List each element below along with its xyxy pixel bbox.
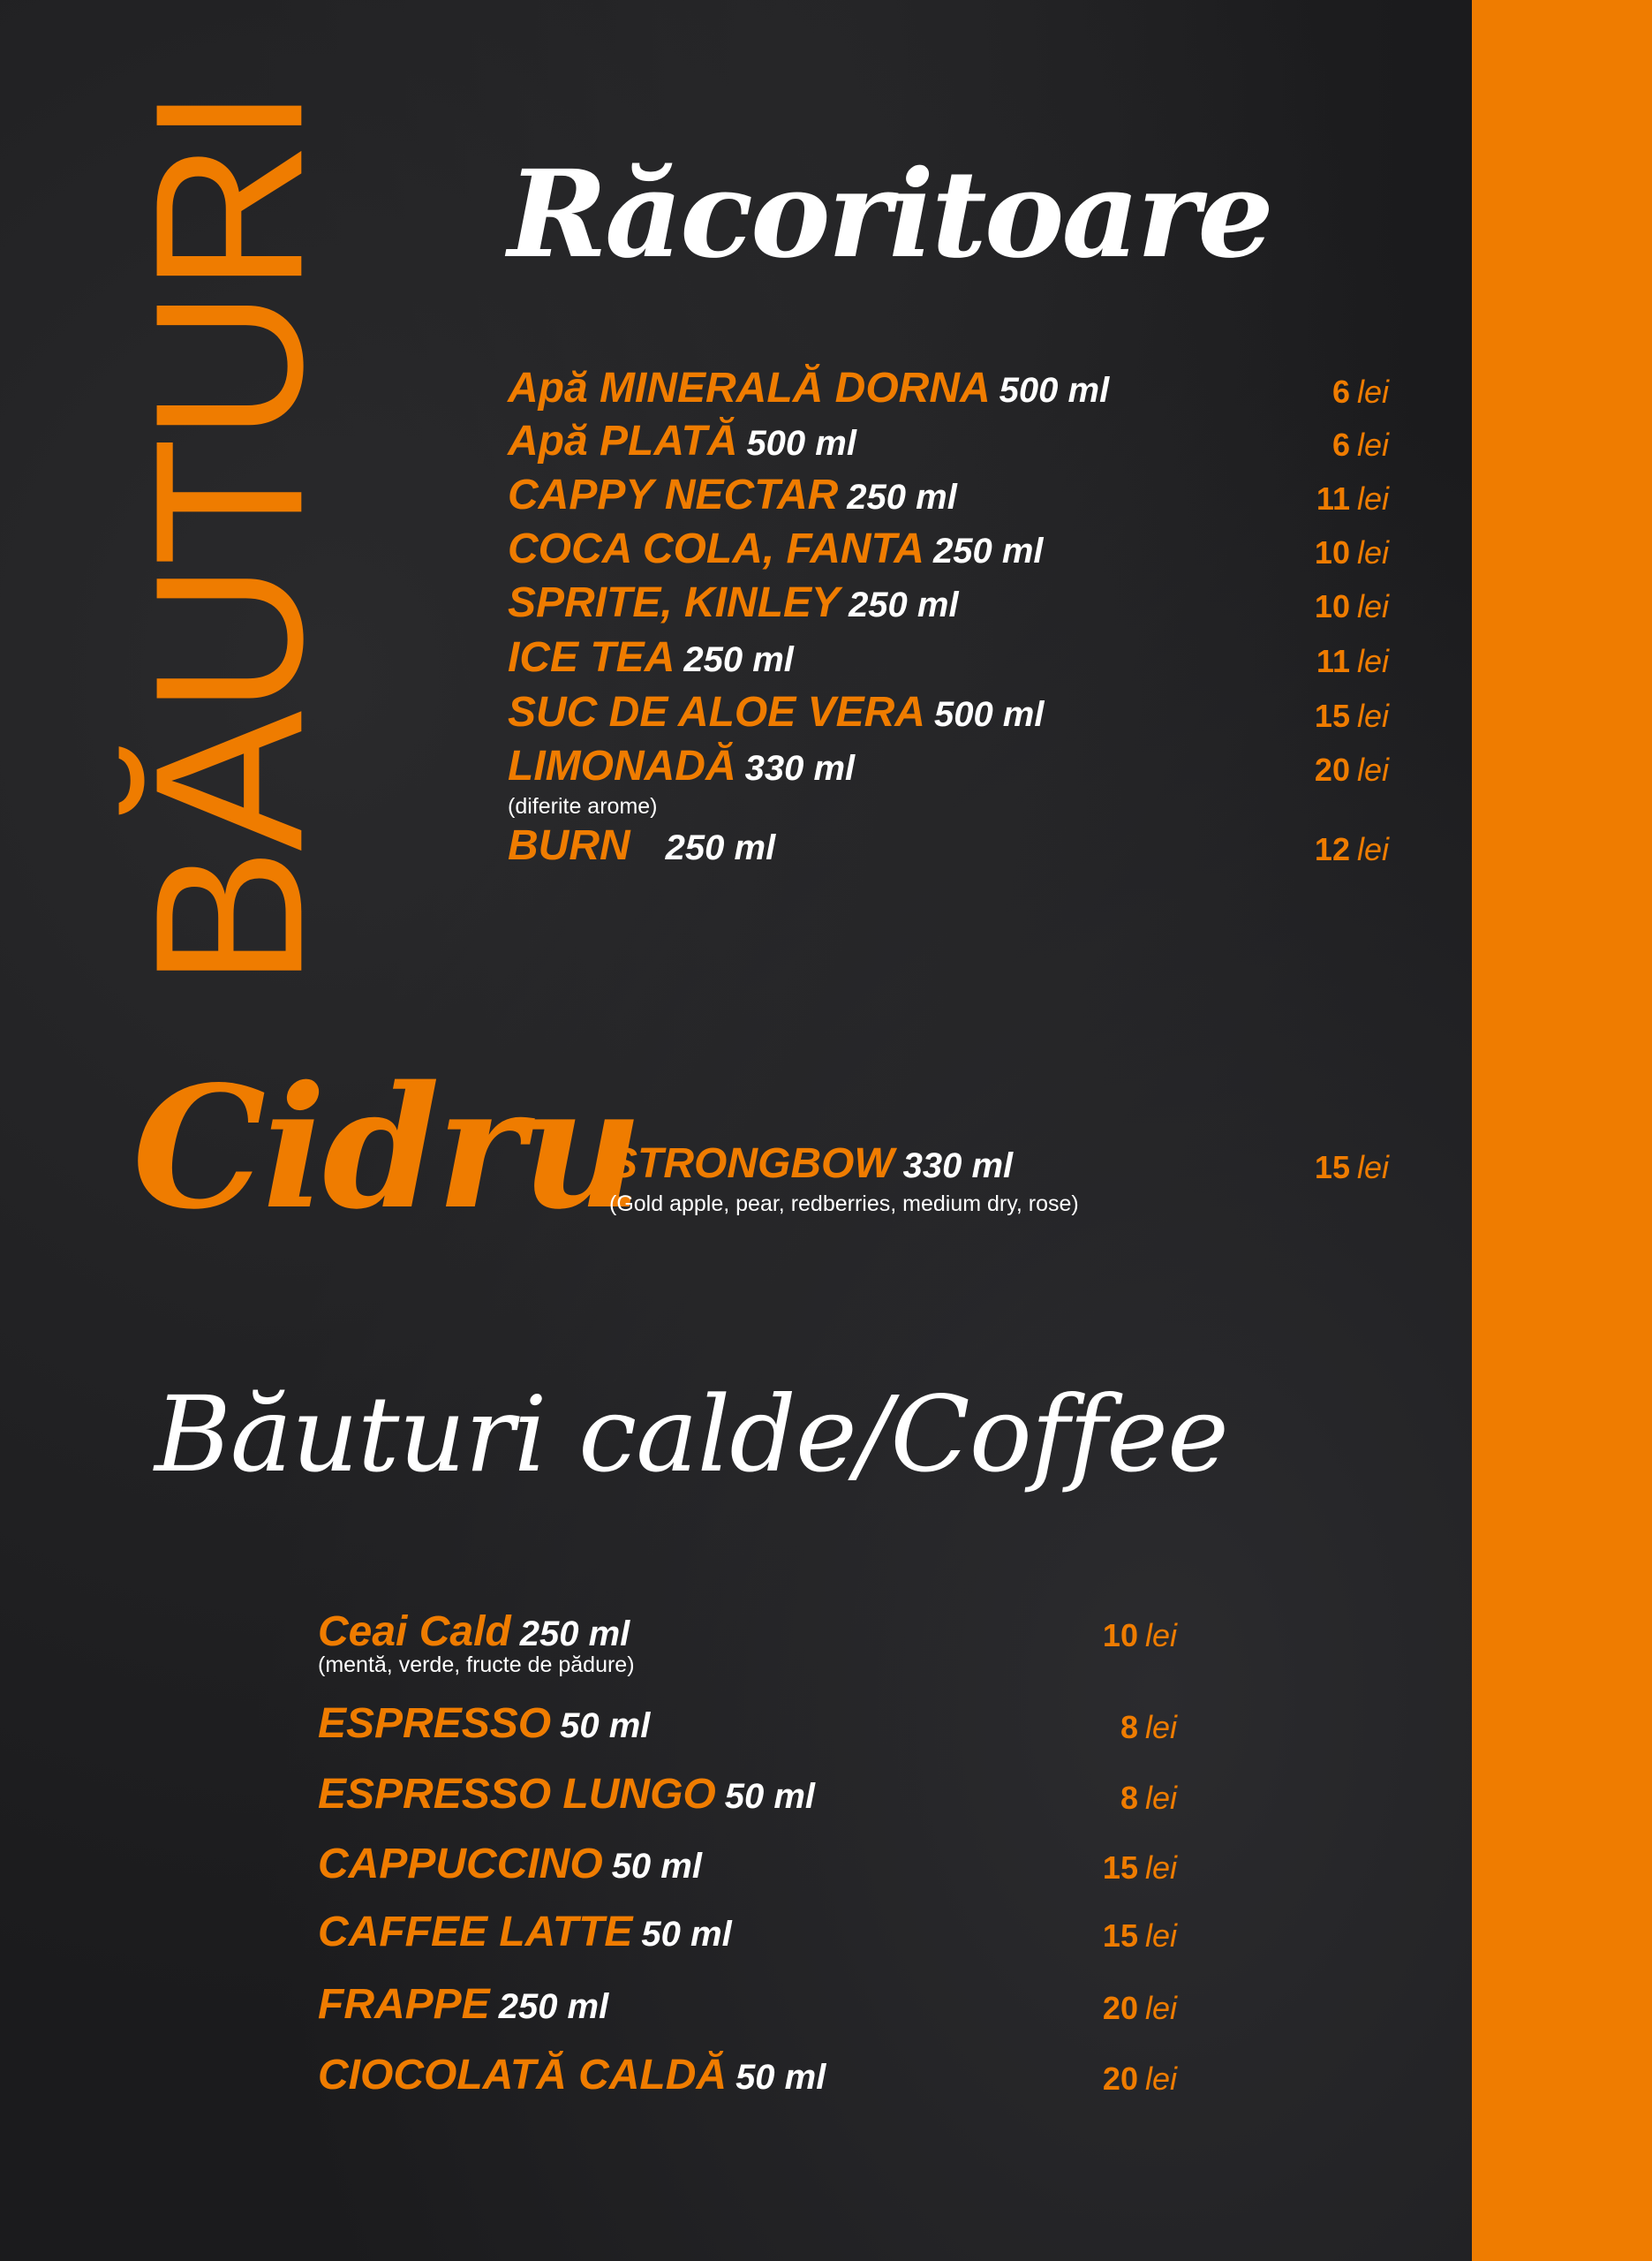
item-name: CAPPUCCINO (318, 1841, 603, 1887)
item-price: 12 lei (1314, 831, 1389, 867)
section-title-racoritoare: Răcoritoare (508, 144, 1271, 285)
menu-item (318, 1838, 1177, 1891)
menu-item (318, 1978, 1177, 2031)
item-note: (mentă, verde, fructe de pădure) (318, 1652, 635, 1677)
menu-item (508, 469, 1389, 522)
item-price: 10 lei (1314, 588, 1389, 624)
menu-item (508, 740, 1389, 793)
item-price: 6 lei (1331, 374, 1389, 410)
menu-item (318, 2049, 1177, 2102)
menu-item (508, 523, 1389, 576)
item-qty: 250 ml (519, 1614, 630, 1653)
menu-item (508, 362, 1389, 415)
item-name: BURN (508, 822, 630, 869)
menu-item (508, 686, 1389, 739)
item-qty: 50 ml (735, 2058, 826, 2097)
item-price: 15 lei (1314, 1149, 1389, 1185)
item-price: 20 lei (1314, 752, 1389, 788)
menu-item (508, 415, 1389, 468)
item-qty: 50 ml (724, 1777, 816, 1816)
item-price: 10 lei (1102, 1617, 1177, 1653)
item-name: CIOCOLATĂ CALDĂ (318, 2052, 728, 2098)
item-name: STRONGBOW (609, 1140, 894, 1187)
item-price: 15 lei (1102, 1917, 1177, 1954)
menu-item (609, 1138, 1389, 1191)
item-name: ICE TEA (508, 634, 675, 681)
item-qty: 250 ml (847, 478, 957, 517)
item-name: Ceai Cald (318, 1608, 511, 1655)
item-qty: 500 ml (746, 424, 856, 463)
item-name: Apă PLATĂ (508, 418, 738, 465)
item-price: 15 lei (1314, 698, 1389, 734)
vertical-title (112, 89, 346, 988)
item-note: (Gold apple, pear, redberries, medium dry, rose) (609, 1191, 1079, 1216)
item-name: FRAPPE (318, 1981, 490, 2028)
item-name: SUC DE ALOE VERA (508, 689, 925, 736)
item-note: (diferite arome) (508, 794, 658, 819)
item-name: LIMONADĂ (508, 743, 736, 790)
item-name: SPRITE, KINLEY (508, 579, 841, 626)
item-name: CAPPY NECTAR (508, 472, 839, 518)
item-qty: 250 ml (665, 828, 776, 867)
item-qty: 250 ml (849, 586, 959, 624)
item-price: 10 lei (1314, 534, 1389, 571)
item-qty: 500 ml (999, 371, 1110, 410)
menu-item (318, 1906, 1177, 1959)
item-price: 20 lei (1102, 1990, 1177, 2026)
item-qty: 330 ml (744, 749, 856, 788)
item-qty: 500 ml (933, 695, 1045, 734)
section-title-bauturi-calde: Băuturi calde/Coffee (155, 1373, 1228, 1495)
item-qty: 250 ml (498, 1987, 609, 2026)
item-qty: 50 ml (611, 1847, 702, 1886)
item-name: ESPRESSO (318, 1700, 552, 1747)
menu-item (508, 820, 1389, 873)
menu-item (318, 1698, 1177, 1751)
item-name: Apă MINERALĂ DORNA (508, 365, 991, 412)
menu-item (508, 577, 1389, 630)
item-name: ESPRESSO LUNGO (318, 1771, 716, 1818)
menu-item (508, 631, 1389, 684)
item-qty: 250 ml (683, 640, 794, 679)
section-title-cidru: Cidru (132, 1049, 640, 1246)
item-qty: 250 ml (932, 532, 1044, 571)
item-price: 15 lei (1102, 1849, 1177, 1886)
menu-item (318, 1606, 1177, 1659)
item-price: 20 lei (1102, 2061, 1177, 2097)
item-name: CAFFEE LATTE (318, 1909, 633, 1955)
item-price: 11 lei (1316, 643, 1389, 679)
item-qty: 50 ml (560, 1706, 651, 1745)
orange-side-stripe (1472, 0, 1652, 2261)
menu-item (318, 1768, 1177, 1821)
item-price: 8 lei (1120, 1780, 1177, 1816)
item-name: COCA COLA, FANTA (508, 526, 924, 572)
item-price: 11 lei (1316, 480, 1389, 517)
item-price: 8 lei (1120, 1709, 1177, 1745)
item-price: 6 lei (1331, 427, 1389, 463)
vertical-title-text: BĂUTURI (112, 89, 346, 988)
item-qty: 330 ml (902, 1146, 1014, 1185)
item-qty: 50 ml (641, 1915, 732, 1954)
